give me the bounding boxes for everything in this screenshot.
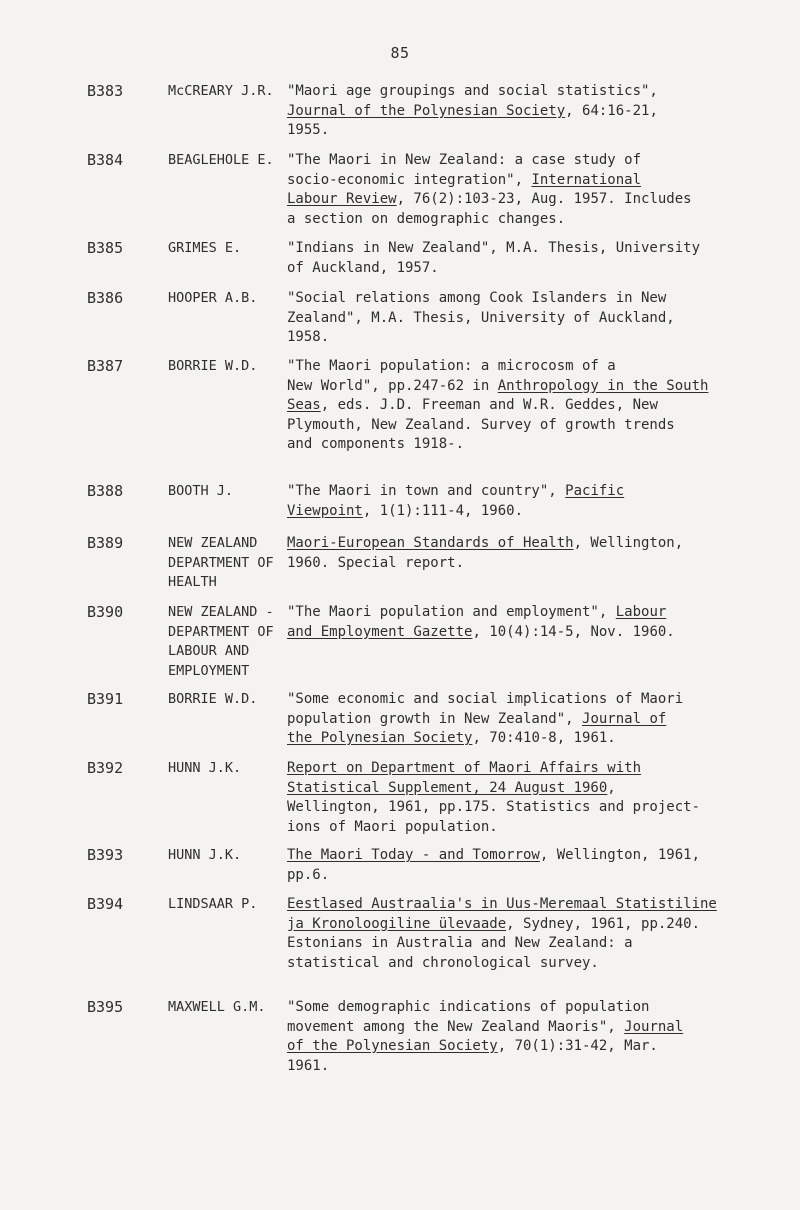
- citation-text: , Sydney, 1961, pp.240. Estonians in Australia and New Zealand: a statistical and chronological survey.: [287, 915, 701, 971]
- entry-citation: [287, 289, 757, 348]
- entry-code: B389: [87, 534, 124, 552]
- entry-citation: [287, 759, 757, 837]
- entry-author: BORRIE W.D.: [168, 691, 258, 707]
- entry-citation: [287, 357, 757, 455]
- entry-citation: [287, 895, 757, 973]
- entry-citation: [287, 534, 757, 573]
- entry-citation: [287, 151, 757, 229]
- entry-code: B383: [87, 82, 124, 100]
- entry-citation: [287, 998, 757, 1076]
- citation-text: "The Maori in town and country",: [287, 483, 566, 499]
- entry-author: NEW ZEALAND DEPARTMENT OF HEALTH: [168, 535, 274, 590]
- citation-title: Journal of the Polynesian Society: [287, 102, 566, 119]
- entry-citation: [287, 482, 757, 521]
- entry-code: B390: [87, 603, 124, 621]
- entry-author: GRIMES E.: [168, 240, 242, 256]
- entry-code: B384: [87, 151, 124, 169]
- citation-text: "Indians in New Zealand", M.A. Thesis, University of Auckland, 1957.: [287, 240, 701, 276]
- entry-code: B387: [87, 357, 124, 375]
- entry-citation: [287, 82, 757, 141]
- citation-text: , 10(4):14-5, Nov. 1960.: [472, 623, 675, 640]
- citation-text: "Some economic and social implications of Maori population growth in New Zealand",: [287, 691, 684, 727]
- entry-author: HUNN J.K.: [168, 847, 242, 863]
- entry-code: B395: [87, 998, 124, 1016]
- entry-code: B386: [87, 289, 124, 307]
- entry-author: McCREARY J.R.: [168, 83, 274, 99]
- citation-text: , eds. J.D. Freeman and W.R. Geddes, New Plymouth, New Zealand. Survey of growth trends and components 1918-.: [287, 397, 675, 452]
- citation-text: , Wellington, 1961, pp.6.: [287, 847, 701, 883]
- citation-title: Anthropology in the South Seas: [287, 377, 709, 413]
- page-number: 85: [390, 44, 410, 62]
- entry-author: LINDSAAR P.: [168, 896, 258, 912]
- entry-code: B394: [87, 895, 124, 913]
- entry-code: B393: [87, 846, 124, 864]
- entry-author: HUNN J.K.: [168, 760, 242, 776]
- entry-author: BORRIE W.D.: [168, 358, 258, 374]
- citation-text: "The Maori in New Zealand: a case study of socio-economic integration",: [287, 152, 642, 188]
- citation-text: "Social relations among Cook Islanders in New Zealand", M.A. Thesis, University of Auckland, 1958.: [287, 290, 675, 345]
- entry-code: B385: [87, 239, 124, 257]
- citation-title: Journal of the Polynesian Society: [287, 1018, 684, 1054]
- citation-text: , 70(1):31-42, Mar. 1961.: [287, 1038, 658, 1074]
- citation-title: Journal of the Polynesian Society: [287, 710, 667, 746]
- entry-author: BEAGLEHOLE E.: [168, 152, 274, 168]
- entry-author: MAXWELL G.M.: [168, 999, 266, 1015]
- citation-text: "The Maori population: a microcosm of a New World", pp.247-62 in: [287, 358, 616, 394]
- entry-citation: [287, 690, 757, 749]
- citation-title: Pacific Viewpoint: [287, 483, 625, 519]
- citation-title: Eestlased Austraalia's in Uus-Meremaal Statistiline ja Kronoloogiline ülevaade: [287, 896, 717, 932]
- citation-title: Report on Department of Maori Affairs with Statistical Supplement, 24 August 1960: [287, 760, 642, 796]
- entry-author: NEW ZEALAND - DEPARTMENT OF LABOUR AND EMPLOYMENT: [168, 604, 274, 679]
- entry-author: BOOTH J.: [168, 483, 234, 499]
- entry-code: B391: [87, 690, 124, 708]
- entry-citation: [287, 846, 757, 885]
- citation-title: The Maori Today - and Tomorrow: [287, 847, 540, 863]
- citation-text: , 64:16-21, 1955.: [287, 102, 658, 138]
- entry-code: B392: [87, 759, 124, 777]
- citation-text: , Wellington, 1960. Special report.: [287, 535, 684, 571]
- citation-text: "The Maori population and employment",: [287, 604, 616, 620]
- entry-citation: [287, 603, 757, 642]
- entry-author: HOOPER A.B.: [168, 290, 258, 306]
- citation-text: , 70:410-8, 1961.: [472, 730, 616, 746]
- citation-title: Maori-European Standards of Health: [287, 535, 574, 551]
- citation-text: , Wellington, 1961, pp.175. Statistics and project- ions of Maori population.: [287, 779, 701, 835]
- citation-text: , 1(1):111-4, 1960.: [362, 502, 524, 519]
- citation-title: Labour and Employment Gazette: [287, 604, 667, 640]
- citation-text: , 76(2):103-23, Aug. 1957. Includes a section on demographic changes.: [287, 191, 692, 227]
- citation-text: "Some demographic indications of population movement among the New Zealand Maoris",: [287, 999, 650, 1035]
- citation-title: International Labour Review: [287, 171, 642, 207]
- entry-code: B388: [87, 482, 124, 500]
- entry-citation: [287, 239, 757, 278]
- citation-text: "Maori age groupings and social statistics",: [287, 83, 658, 99]
